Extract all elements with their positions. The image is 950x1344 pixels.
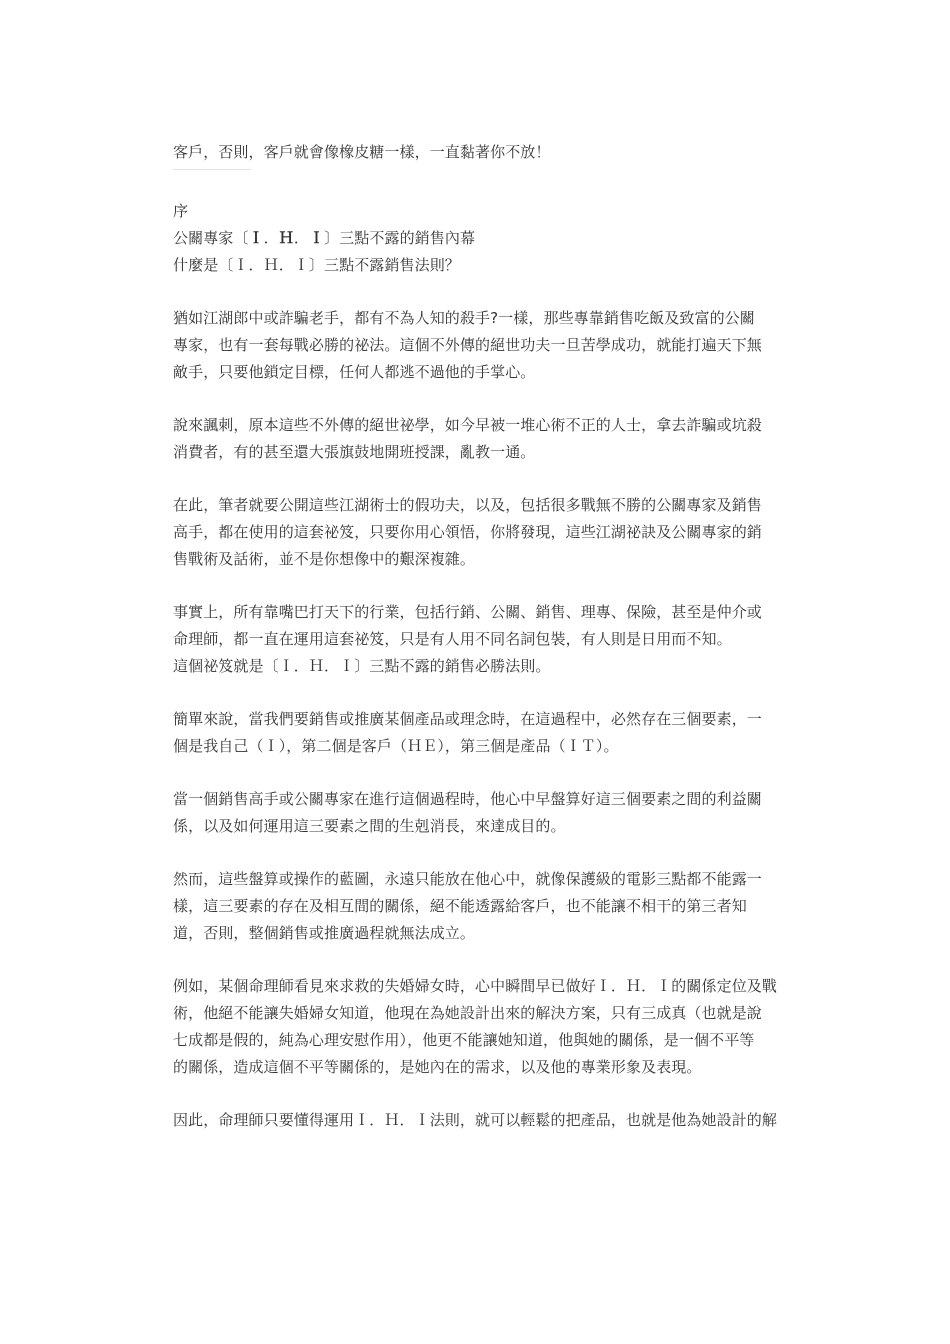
paragraph-line: 七成都是假的，純為心理安慰作用），他更不能讓她知道，他與她的關係，是一個不平等 [173,1031,755,1049]
paragraph-line: 事實上，所有靠嘴巴打天下的行業，包括行銷、公關、銷售、理專、保險，甚至是仲介或 [173,603,762,621]
paragraph-5 [173,706,803,760]
paragraph-line: 這個祕笈就是〔Ｉ．Ｈ．Ｉ〕三點不露的銷售必勝法則。 [173,657,551,675]
paragraph-line: 消費者，有的甚至還大張旗鼓地開班授課，亂教一通。 [173,443,536,461]
paragraph-line: 個是我自己（Ｉ），第二個是客戶（ＨＥ），第三個是產品（ＩＴ）。 [173,737,619,755]
paragraph-line: 然而，這些盤算或操作的藍圖，永遠只能放在他心中，就像保護級的電影三點都不能露一 [173,870,762,888]
section-header: 序 [173,202,189,220]
heading-separator-1: ． [263,229,279,247]
paragraph-line: 樣，這三要素的存在及相互間的關係，絕不能透露給客戶，也不能讓不相干的第三者知 [173,897,747,915]
paragraph-line: 的關係，造成這個不平等關係的，是她內在的需求，以及他的專業形象及表現。 [173,1058,702,1076]
paragraph-line: 例如，某個命理師看見來求救的失婚婦女時，心中瞬間早已做好Ｉ．Ｈ．Ｉ的關係定位及戰 [173,977,778,995]
paragraph-line: 係，以及如何運用這三要素之間的生剋消長，來達成目的。 [173,817,566,835]
paragraph-line: 術，他絕不能讓失婚婦女知道，他現在為她設計出來的解決方案，只有三成真（也就是說 [173,1004,762,1022]
paragraph-line: 簡單來說，當我們要銷售或推廣某個產品或理念時，在這過程中，必然存在三個要素，一 [173,710,762,728]
paragraph-6 [173,786,803,840]
heading-prefix: 公關專家〔 [173,229,249,247]
paragraph-line: 猶如江湖郎中或詐騙老手，都有不為人知的殺手?一樣，那些專靠銷售吃飯及致富的公關 [173,309,755,327]
paragraph-8 [173,973,803,1081]
paragraph-line: 道，否則，整個銷售或推廣過程就無法成立。 [173,924,476,942]
heading-suffix: 〕三點不露的銷售內幕 [324,229,476,247]
paragraph-4 [173,599,803,680]
paragraph-1 [173,305,803,386]
paragraph-line: 在此，筆者就要公開這些江湖術士的假功夫，以及，包括很多戰無不勝的公關專家及銷售 [173,496,762,514]
paragraph-line: 命理師，都一直在運用這套祕笈，只是有人用不同名詞包裝，有人則是日用而不知。 [173,630,732,648]
paragraph-line: 因此，命理師只要懂得運用Ｉ．Ｈ．Ｉ法則，就可以輕鬆的把產品，也就是他為她設計的解 [173,1111,778,1129]
paragraph-3 [173,492,803,573]
paragraph-line: 高手，都在使用的這套祕笈，只要你用心領悟，你將發現，這些江湖祕訣及公關專家的銷 [173,523,762,541]
paragraph-line: 當一個銷售高手或公關專家在進行這個過程時，他心中早盤算好這三個要素之間的利益關 [173,790,762,808]
intro-line: 客戶，否則，客戶就會像橡皮糖一樣，一直黏著你不放！ [173,143,551,161]
paragraph-line: 專家，也有一套每戰必勝的祕法。這個不外傳的絕世功夫一旦苦學成功，就能打遍天下無 [173,336,762,354]
paragraph-7 [173,866,803,947]
heading-separator-2: ． [293,229,309,247]
paragraph-2 [173,412,803,466]
chapter-heading [173,225,803,252]
heading-letter-h: Ｈ [278,229,294,247]
paragraph-line: 說來諷刺，原本這些不外傳的絕世祕學，如今早被一堆心術不正的人士，拿去詐騙或坑殺 [173,416,762,434]
heading-letter-i2: Ｉ [308,229,325,247]
article-body [173,139,803,1134]
chapter-subheading: 什麼是〔Ｉ．Ｈ．Ｉ〕三點不露銷售法則？ [173,256,460,274]
paragraph-line: 售戰術及話術，並不是你想像中的艱深複雜。 [173,550,476,568]
paragraph-line: 敵手，只要他鎖定目標，任何人都逃不過他的手掌心。 [173,363,536,381]
paragraph-9 [173,1107,803,1134]
heading-letter-i1: Ｉ [248,229,264,247]
